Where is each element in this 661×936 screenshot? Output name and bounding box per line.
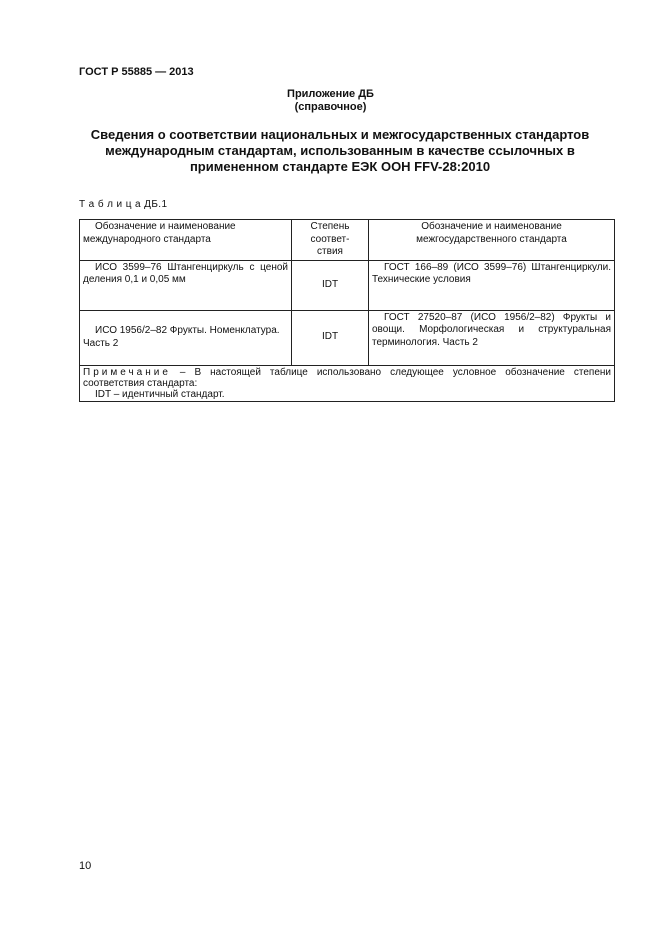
table-caption: Т а б л и ц а ДБ.1 [79, 199, 168, 210]
heading-line-2: международным стандартам, использованным в качестве ссылочных в [105, 143, 575, 158]
heading-line-3: примененном стандарте ЕЭК ООН FFV-28:2010 [189, 159, 491, 174]
annex-subtitle: (справочное) [294, 101, 367, 113]
header-national-standard: Обозначение и наименование межгосударственного стандарта [369, 220, 615, 261]
header-international-standard: Обозначение и наименование международного стандарта [80, 220, 292, 261]
cell-degree: IDT [292, 310, 369, 365]
cell-international-standard: ИСО 3599–76 Штангенциркуль с ценой деления 0,1 и 0,05 мм [80, 260, 292, 310]
table-header-row [80, 220, 615, 261]
cell-international-standard: ИСО 1956/2–82 Фрукты. Номенклатура. Часть 2 [80, 310, 292, 365]
table-row [80, 310, 615, 365]
correspondence-table [79, 219, 615, 402]
header-degree: Степень соответ- ствия [292, 220, 369, 261]
heading-line-1: Сведения о соответствии национальных и межгосударственных стандартов [90, 127, 590, 142]
cell-national-standard: ГОСТ 27520–87 (ИСО 1956/2–82) Фрукты и овощи. Морфологическая и структуральная терминология. Часть 2 [369, 310, 615, 365]
annex-heading [0, 88, 661, 114]
note-line-2: IDT – идентичный стандарт. [95, 388, 225, 400]
table-note [80, 365, 615, 401]
table-row [80, 260, 615, 310]
table-note-row [80, 365, 615, 401]
cell-degree: IDT [292, 260, 369, 310]
page-number: 10 [79, 860, 92, 872]
note-label: Примечание [83, 366, 171, 378]
cell-national-standard: ГОСТ 166–89 (ИСО 3599–76) Штангенциркули. Технические условия [369, 260, 615, 310]
note-text: – В настоящей таблице использовано следующее условное обозначение степени соответствия стандарта: [83, 366, 611, 389]
document-code: ГОСТ Р 55885 — 2013 [79, 66, 194, 78]
section-heading [80, 127, 600, 175]
annex-title: Приложение ДБ [287, 88, 374, 100]
